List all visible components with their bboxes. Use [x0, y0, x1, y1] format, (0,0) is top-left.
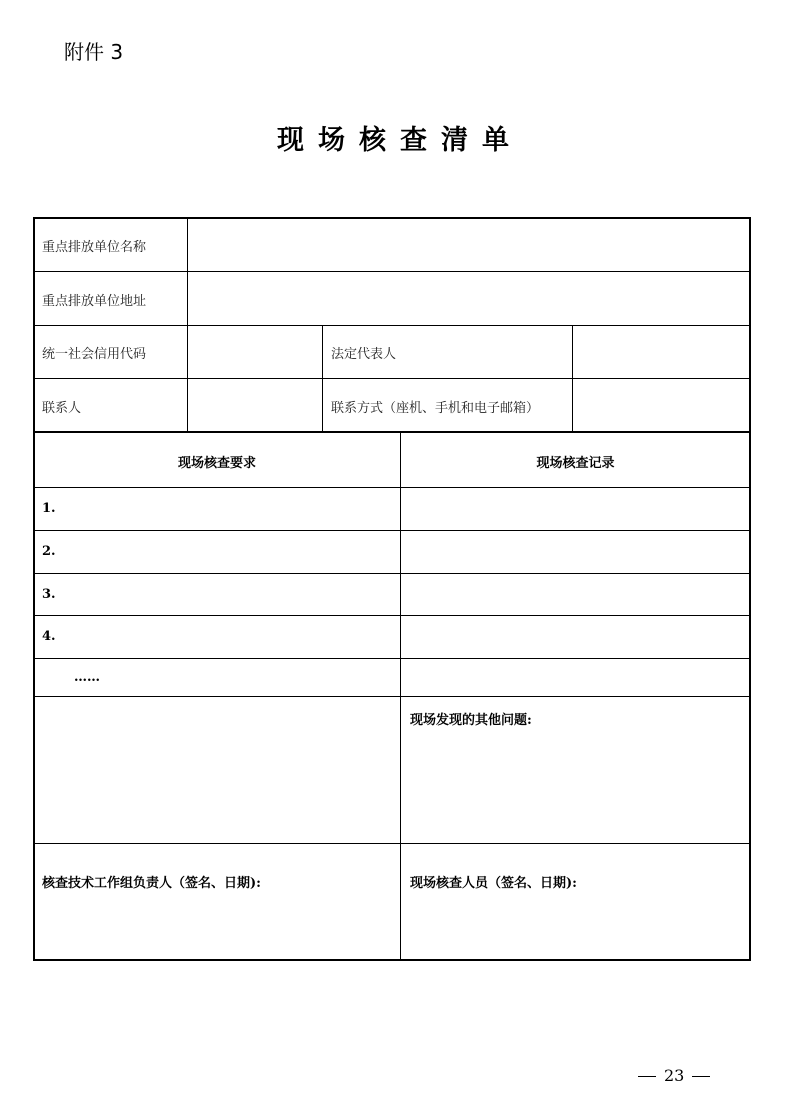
column-divider	[400, 432, 401, 960]
credit-code-label: 统一社会信用代码	[42, 347, 147, 362]
list-item: 3.	[42, 587, 56, 602]
row-divider	[34, 325, 750, 326]
footer-dash	[638, 1076, 656, 1077]
unit-address-label: 重点排放单位地址	[42, 294, 147, 309]
row-divider	[34, 530, 750, 531]
staff-sign-label: 现场核查人员（签名、日期):	[410, 876, 577, 891]
records-header: 现场核查记录	[536, 456, 615, 471]
page-number: 23	[664, 1066, 685, 1085]
row-divider	[34, 696, 750, 697]
contact-label: 联系人	[42, 401, 82, 416]
row-divider	[34, 378, 750, 379]
row-divider	[34, 573, 750, 574]
row-divider	[34, 615, 750, 616]
row-divider	[34, 843, 750, 844]
checklist-table	[33, 217, 751, 961]
list-item: 1.	[42, 501, 56, 516]
other-issues-label: 现场发现的其他问题:	[410, 713, 532, 728]
footer-dash	[692, 1076, 710, 1077]
column-divider	[322, 325, 323, 432]
legal-rep-label: 法定代表人	[331, 347, 397, 362]
row-divider	[34, 431, 750, 433]
row-divider	[34, 658, 750, 659]
row-divider	[34, 271, 750, 272]
list-item: 2.	[42, 544, 56, 559]
leader-sign-label: 核查技术工作组负责人（签名、日期):	[42, 876, 261, 891]
list-item: ……	[74, 670, 100, 685]
unit-name-label: 重点排放单位名称	[42, 240, 147, 255]
page-title: 现场核查清单	[277, 125, 523, 156]
list-item: 4.	[42, 629, 56, 644]
column-divider	[572, 325, 573, 432]
page-footer	[630, 1066, 718, 1085]
attachment-label: 附件 3	[64, 40, 124, 64]
column-divider	[187, 218, 188, 432]
requirements-header: 现场核查要求	[177, 456, 256, 471]
contact-method-label: 联系方式（座机、手机和电子邮箱）	[331, 401, 540, 416]
row-divider	[34, 487, 750, 488]
